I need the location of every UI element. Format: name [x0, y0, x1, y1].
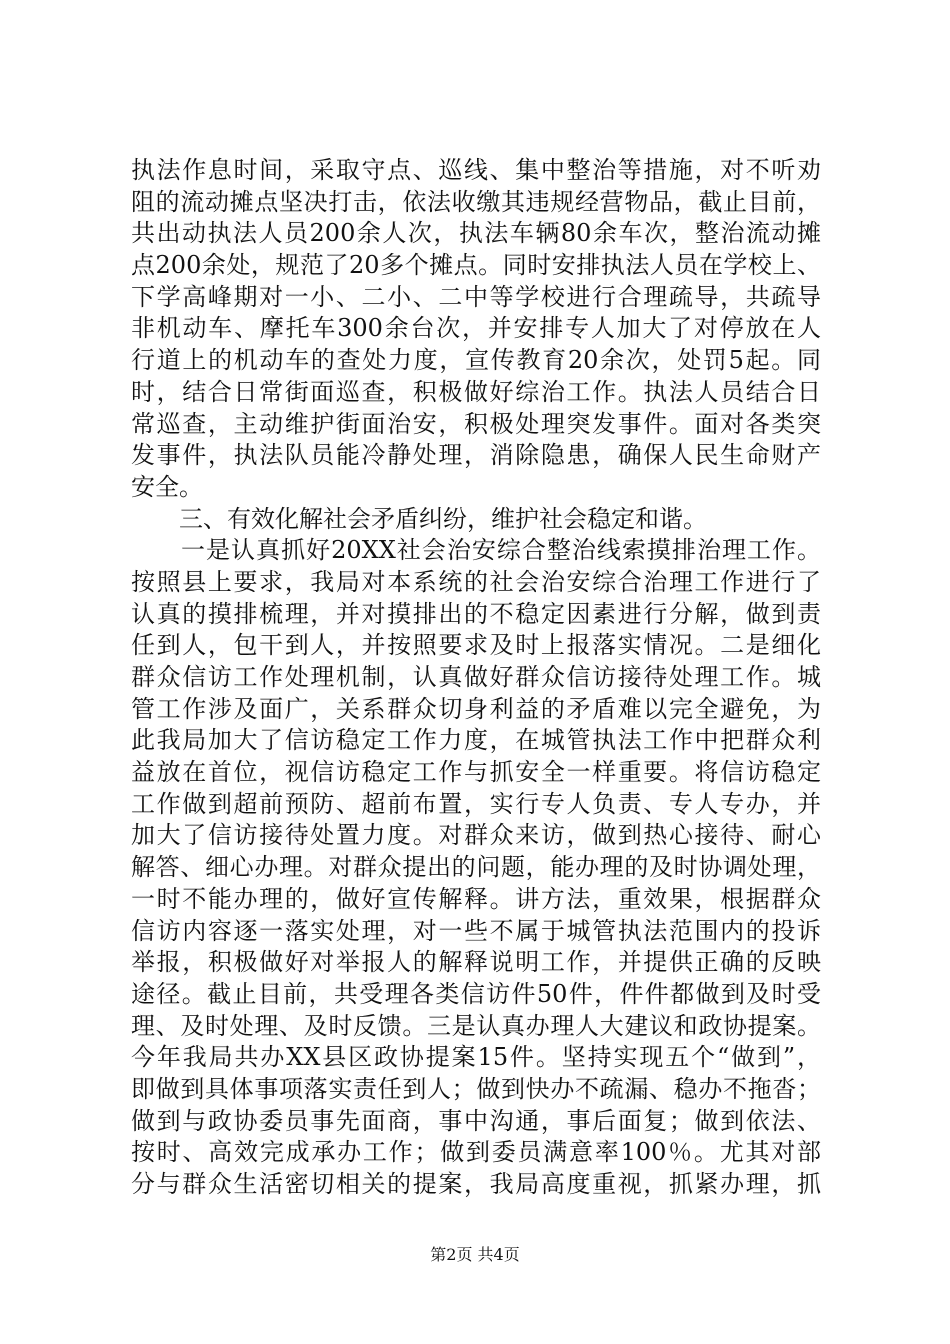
text-line: 按照县上要求，我局对本系统的社会治安综合治理工作进行了 [131, 567, 821, 596]
text-line: 行道上的机动车的查处力度，宣传教育20余次，处罚5起。同 [131, 346, 821, 375]
text-line: 即做到具体事项落实责任到人；做到快办不疏漏、稳办不拖沓； [131, 1074, 821, 1103]
text-line: 今年我局共办XX县区政协提案15件。坚持实现五个“做到”， [131, 1043, 821, 1072]
text-line: 分与群众生活密切相关的提案，我局高度重视，抓紧办理，抓 [131, 1170, 821, 1198]
text-line: 加大了信访接待处置力度。对群众来访，做到热心接待、耐心 [131, 821, 821, 850]
text-line: 途径。截止目前，共受理各类信访件50件，件件都做到及时受 [131, 979, 821, 1008]
text-line: 三、有效化解社会矛盾纠纷，维护社会稳定和谐。 [131, 504, 707, 533]
page-footer: 第2页 共4页 [430, 1245, 520, 1264]
text-line: 发事件，执法队员能冷静处理，消除隐患，确保人民生命财产 [131, 441, 821, 470]
text-line: 做到与政协委员事先面商，事中沟通，事后面复；做到依法、 [131, 1106, 821, 1135]
text-line: 安全。 [131, 472, 203, 501]
document-body [131, 155, 821, 1201]
text-line: 群众信访工作处理机制，认真做好群众信访接待处理工作。城 [131, 663, 821, 691]
text-line: 共出动执法人员200余人次，执法车辆80余车次，整治流动摊 [131, 219, 821, 248]
text-line: 非机动车、摩托车300余台次，并安排专人加大了对停放在人 [131, 314, 821, 343]
text-line: 理、及时处理、及时反馈。三是认真办理人大建议和政协提案。 [131, 1011, 821, 1040]
text-line: 时，结合日常街面巡查，积极做好综治工作。执法人员结合日 [131, 377, 821, 406]
text-line: 认真的摸排梳理，并对摸排出的不稳定因素进行分解，做到责 [131, 599, 821, 628]
text-line: 下学高峰期对一小、二小、二中等学校进行合理疏导，共疏导 [131, 282, 821, 311]
text-line: 点200余处，规范了20多个摊点。同时安排执法人员在学校上、 [131, 251, 821, 280]
text-line: 解答、细心办理。对群众提出的问题，能办理的及时协调处理， [131, 853, 821, 882]
text-line: 信访内容逐一落实处理，对一些不属于城管执法范围内的投诉 [131, 916, 821, 945]
text-line: 举报，积极做好对举报人的解释说明工作，并提供正确的反映 [131, 948, 821, 977]
text-line: 工作做到超前预防、超前布置，实行专人负责、专人专办，并 [131, 789, 821, 818]
text-line: 一时不能办理的，做好宣传解释。讲方法，重效果，根据群众 [131, 884, 821, 913]
text-line: 一是认真抓好20XX社会治安综合整治线索摸排治理工作。 [131, 536, 821, 565]
text-line: 益放在首位，视信访稳定工作与抓安全一样重要。将信访稳定 [131, 758, 821, 787]
text-line: 任到人，包干到人，并按照要求及时上报落实情况。二是细化 [131, 631, 821, 660]
text-line: 执法作息时间，采取守点、巡线、集中整治等措施，对不听劝 [131, 156, 821, 184]
text-line: 管工作涉及面广，关系群众切身利益的矛盾难以完全避免，为 [131, 694, 821, 723]
text-line: 此我局加大了信访稳定工作力度，在城管执法工作中把群众利 [131, 726, 821, 755]
text-line: 按时、高效完成承办工作；做到委员满意率100％。尤其对部 [131, 1138, 821, 1167]
text-line: 常巡查，主动维护街面治安，积极处理突发事件。面对各类突 [131, 409, 821, 438]
text-line: 阻的流动摊点坚决打击，依法收缴其违规经营物品，截止目前， [131, 187, 821, 216]
